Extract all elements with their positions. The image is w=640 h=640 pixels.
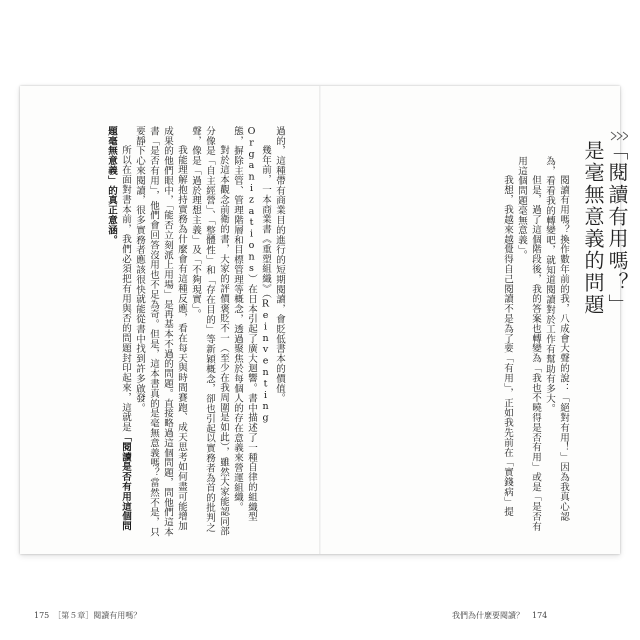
- spine-gutter: [319, 86, 321, 554]
- book-spread: [20, 86, 629, 620]
- section-title: [582, 130, 628, 320]
- section-title-line-2: 是毫無意義的問題: [581, 140, 605, 316]
- right-paragraph-3: 我想，我越來越覺得自己閱讀不是為了要「有用」，正如我先前在「實錢病」提: [502, 175, 513, 517]
- left-paragraph-5-text: 所以在面對書本前，我們必須把有用與否的問題封印起來，這就是: [120, 145, 131, 433]
- left-paragraph-3: 對於這本觀念前衛的書，大家的評價褒貶不一（至少在我周圍是如此），雖然大家能認同部分像是「自主經營」、「整體性」和「存在目的」等新穎概念，卻也引起以實務者為首的批判之聲，像是「過於理想主義」及「不夠現實」。: [190, 126, 229, 537]
- left-paragraph-2: 幾年前，一本商業書《重塑組織》（Reinventing Organizations）在日本引起了廣大迴響。書中描述了一種自律的組織型態，摒除主管、管理階層和目標管理等概念，透過聚焦於每個人的存在意義來營運組織。: [232, 126, 271, 522]
- right-page-body: [380, 156, 570, 540]
- left-paragraph-4: 我能理解抱持實務為什麼會有這種反應，看在每天與時間賽跑、成天思考如何盡可能增加成果的他們眼中，「能否立刻派上用場」是再基本不過的問題。直接略過這個問題，問他們這本書「是否有用」，他們會回答沒用也不足為奇。但是，這本書真的是毫無意義嗎？當然不是，只要靜下心來閱讀，很多實務者應該很快就能從書中找到許多啟發。: [134, 126, 187, 538]
- right-paragraph-2: 但是，過了這個階段後，我的答案也轉變為「我也不曉得是否有用」或是「是否有用這個問題毫無意義」。: [516, 156, 541, 532]
- left-page-folio: 175 ［第５章］閱讀有用嗎？: [34, 611, 142, 620]
- right-page-folio: 我們為什麼要閱讀？ 174: [452, 611, 548, 620]
- left-paragraph-1: 過的，這種帶有商業目的進行的短期閱讀，會貶低書本的價值。: [274, 126, 285, 404]
- left-paragraph-5: [104, 126, 132, 540]
- right-paragraph-1: 閱讀有用嗎？換作數年前的我，八成會大聲的說：「絕對有用！」因為我真心認為，看看我的轉變吧，就知道閱讀對於工作有幫助有多大。: [544, 156, 569, 522]
- left-page-body: [50, 126, 286, 540]
- closing-bold-text: 「閱讀是否有用這個問題毫無意義」的真正意涵。: [106, 126, 131, 532]
- section-title-line-1: 「閱讀有用嗎？」: [605, 140, 629, 316]
